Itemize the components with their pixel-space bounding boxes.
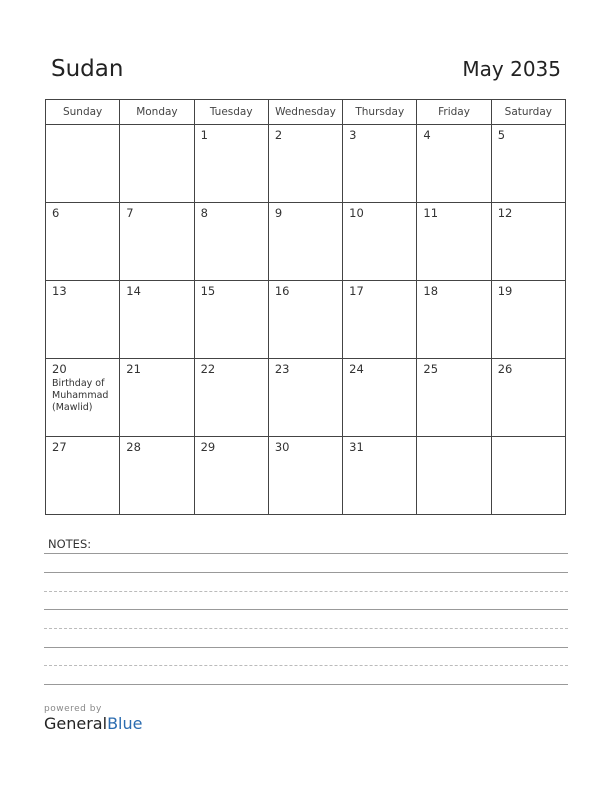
day-cell [343, 203, 417, 281]
note-line [44, 609, 568, 610]
day-number: 30 [274, 440, 290, 454]
day-number: 20 [52, 362, 67, 376]
day-number: 21 [126, 362, 141, 376]
day-number [46, 125, 119, 128]
notes-label: NOTES: [48, 537, 92, 551]
day-cell [46, 437, 120, 515]
day-number: 11 [423, 206, 439, 220]
day-cell [120, 125, 194, 203]
day-number: 29 [200, 440, 216, 454]
note-line [44, 591, 568, 592]
day-cell [343, 125, 417, 203]
day-number: 31 [349, 440, 364, 454]
note-line [44, 684, 568, 685]
day-number: 10 [349, 206, 364, 220]
day-cell [120, 359, 194, 437]
weekday-header: Tuesday [194, 100, 268, 125]
day-number: 17 [349, 284, 364, 298]
note-line [44, 553, 568, 554]
week-row [46, 437, 566, 515]
day-cell [46, 281, 120, 359]
week-row [46, 359, 566, 437]
brand-name-part1: General [44, 714, 108, 733]
day-cell [343, 281, 417, 359]
day-cell [268, 359, 342, 437]
day-number: 13 [52, 284, 67, 298]
note-line [44, 647, 568, 648]
day-number: 15 [200, 284, 216, 298]
day-cell [194, 125, 268, 203]
weekday-header: Sunday [46, 100, 120, 125]
day-cell [343, 359, 417, 437]
day-number: 24 [349, 362, 364, 376]
day-cell [46, 203, 120, 281]
day-cell [194, 203, 268, 281]
day-number: 12 [497, 206, 513, 220]
day-number: 28 [126, 440, 141, 454]
day-cell [120, 203, 194, 281]
day-cell [417, 203, 491, 281]
day-cell [46, 359, 120, 437]
note-line [44, 628, 568, 629]
day-cell [491, 359, 565, 437]
brand-name [44, 714, 142, 733]
day-number: 16 [274, 284, 290, 298]
day-number: 7 [126, 206, 134, 220]
day-number: 3 [349, 128, 357, 142]
weekday-header: Wednesday [268, 100, 342, 125]
weekday-header: Monday [120, 100, 194, 125]
day-number: 18 [423, 284, 439, 298]
day-number: 6 [52, 206, 60, 220]
day-cell [268, 203, 342, 281]
day-cell [343, 437, 417, 515]
day-cell [417, 359, 491, 437]
day-number: 25 [423, 362, 439, 376]
day-number [492, 437, 565, 440]
day-number: 8 [200, 206, 208, 220]
day-cell [194, 281, 268, 359]
weekday-header: Saturday [491, 100, 565, 125]
country-title: Sudan [51, 56, 124, 82]
weekday-header: Thursday [343, 100, 417, 125]
day-number [120, 125, 193, 128]
day-number: 9 [274, 206, 283, 220]
note-line [44, 572, 568, 573]
day-number [417, 437, 490, 440]
day-cell [491, 203, 565, 281]
week-row [46, 281, 566, 359]
holiday-label: Birthday of Muhammad (Mawlid) [52, 378, 109, 413]
day-cell [491, 125, 565, 203]
day-number: 23 [274, 362, 290, 376]
day-cell [417, 281, 491, 359]
day-cell [194, 359, 268, 437]
day-cell [194, 437, 268, 515]
day-number: 26 [497, 362, 513, 376]
week-row [46, 203, 566, 281]
day-number: 2 [274, 128, 283, 142]
day-number: 19 [497, 284, 513, 298]
day-cell [491, 281, 565, 359]
day-cell [268, 437, 342, 515]
day-number: 27 [52, 440, 67, 454]
day-cell [46, 125, 120, 203]
week-row [46, 125, 566, 203]
brand-logo [44, 704, 142, 733]
month-year-title: May 2035 [462, 57, 561, 81]
weekday-header: Friday [417, 100, 491, 125]
note-line [44, 665, 568, 666]
day-number: 4 [423, 128, 431, 142]
day-cell [268, 281, 342, 359]
day-cell [417, 125, 491, 203]
day-number: 1 [200, 128, 208, 142]
day-cell [120, 281, 194, 359]
day-number: 14 [126, 284, 141, 298]
powered-by-text: powered by [44, 704, 102, 714]
weekday-header-row [46, 100, 566, 125]
day-cell [268, 125, 342, 203]
day-cell [417, 437, 491, 515]
day-number: 5 [497, 128, 506, 142]
day-cell [491, 437, 565, 515]
day-number: 22 [200, 362, 216, 376]
calendar-grid [45, 99, 566, 515]
day-cell [120, 437, 194, 515]
brand-name-part2: Blue [107, 714, 143, 733]
